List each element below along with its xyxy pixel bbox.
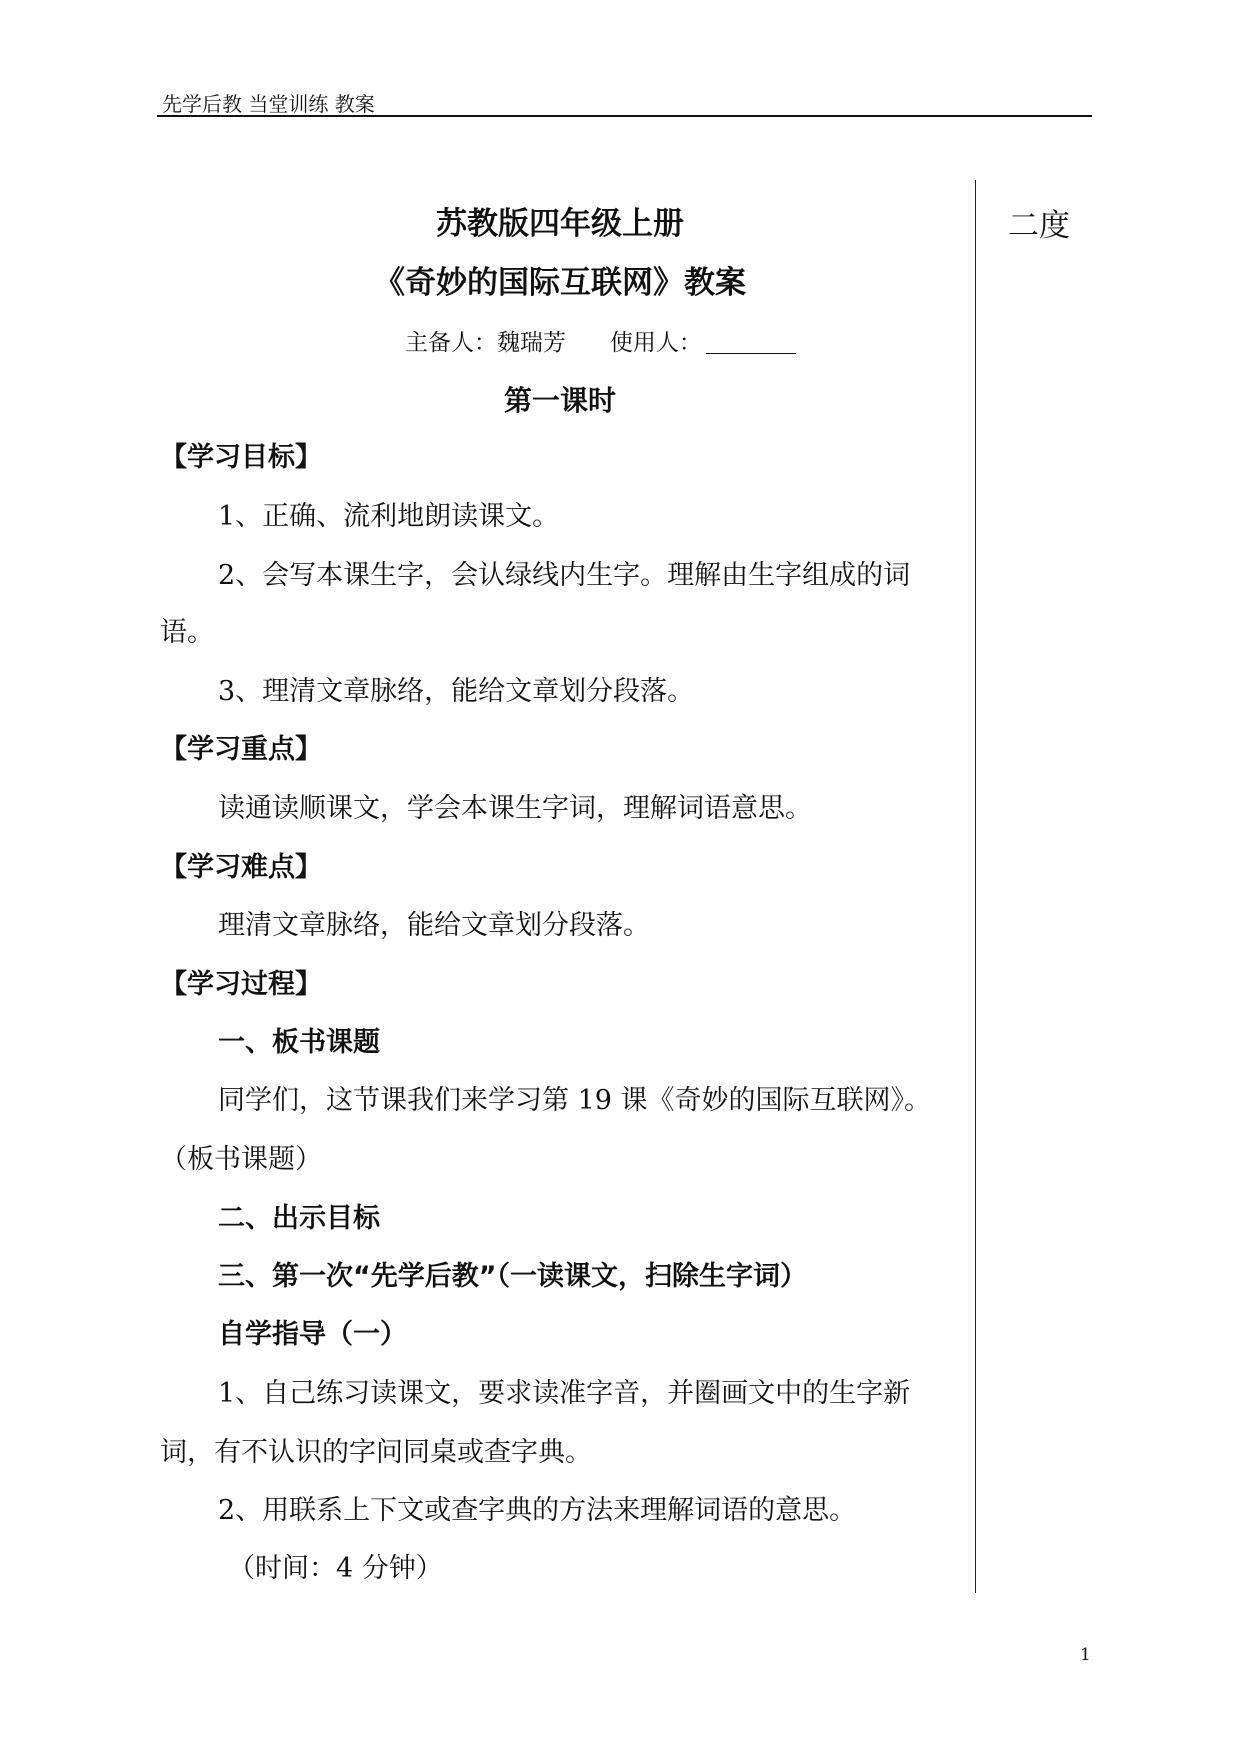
preparer-label: 主备人：魏瑞芳 <box>405 330 566 356</box>
step1-heading: 一、板书课题 <box>218 1027 380 1058</box>
document-title-line1: 苏教版四年级上册 <box>436 206 684 242</box>
key-points-heading: 【学习重点】 <box>160 734 322 765</box>
document-title-line2: 《奇妙的国际互联网》教案 <box>374 265 746 301</box>
page-number: 1 <box>1080 1645 1091 1665</box>
guide-heading: 自学指导（一） <box>218 1319 407 1350</box>
header-rule <box>157 115 1092 117</box>
key-points-text: 读通读顺课文，学会本课生字词，理解词语意思。 <box>218 793 812 824</box>
goal-item-3: 3、理清文章脉络，能给文章划分段落。 <box>218 676 695 707</box>
guide-item-2: 2、用联系上下文或查字典的方法来理解词语的意思。 <box>218 1495 857 1526</box>
goals-heading: 【学习目标】 <box>160 442 322 473</box>
step1-line1: 同学们，这节课我们来学习第 19 课《奇妙的国际互联网》。 <box>218 1085 932 1116</box>
process-heading: 【学习过程】 <box>160 969 322 1000</box>
user-label: 使用人： <box>609 330 702 356</box>
lesson-title: 第一课时 <box>503 384 616 417</box>
authors-line <box>405 324 796 357</box>
goal-item-2-line1: 2、会写本课生字，会认绿线内生字。理解由生字组成的词 <box>218 560 911 591</box>
difficulties-text: 理清文章脉络，能给文章划分段落。 <box>218 910 650 941</box>
difficulties-heading: 【学习难点】 <box>160 852 322 883</box>
time-note: （时间：4 分钟） <box>228 1553 443 1584</box>
step1-line2: （板书课题） <box>160 1144 322 1175</box>
guide-item-1-line2: 词，有不认识的字问同桌或查字典。 <box>160 1437 592 1468</box>
user-blank-field <box>706 331 796 354</box>
running-header: 先学后教 当堂训练 教案 <box>162 92 375 116</box>
step3-heading: 三、第一次“先学后教”（一读课文，扫除生字词） <box>218 1261 807 1292</box>
step2-heading: 二、出示目标 <box>218 1203 380 1234</box>
guide-item-1-line1: 1、自己练习读课文，要求读准字音，并圈画文中的生字新 <box>218 1378 911 1409</box>
goal-item-2-line2: 语。 <box>160 617 214 648</box>
column-divider <box>975 180 976 1593</box>
side-note: 二度 <box>1008 208 1070 244</box>
goal-item-1: 1、正确、流利地朗读课文。 <box>218 501 560 532</box>
